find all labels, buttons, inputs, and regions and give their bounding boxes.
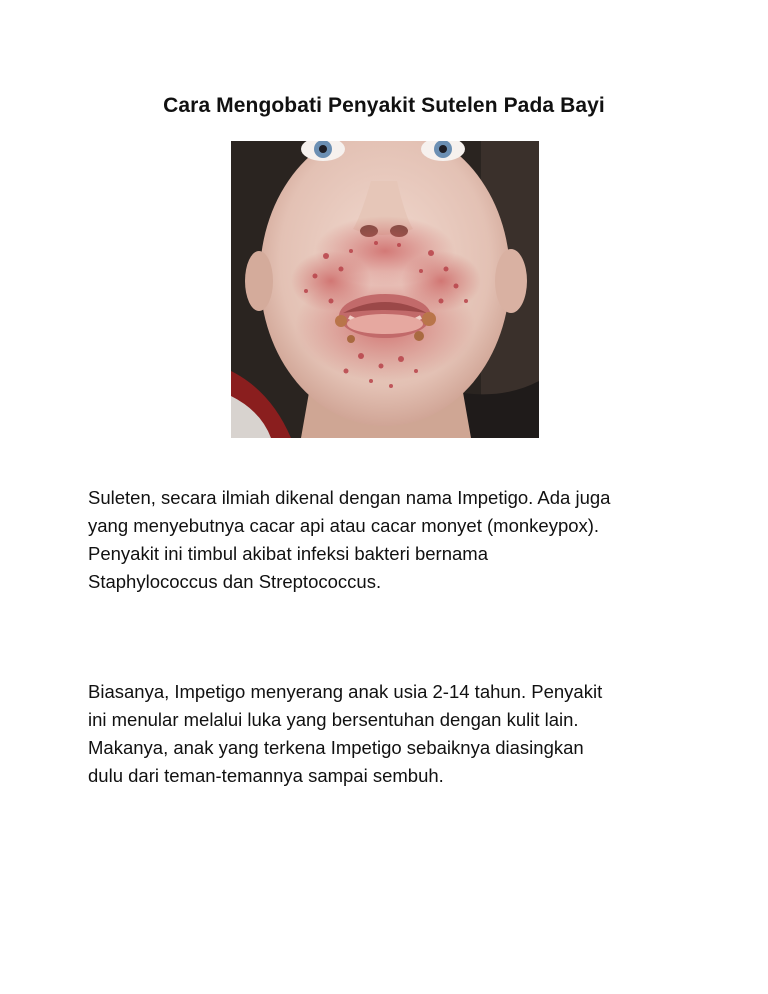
child-face-photo (231, 141, 539, 438)
paragraph-line: Makanya, anak yang terkena Impetigo sebaiknya diasingkan (88, 737, 584, 758)
paragraph-line: dulu dari teman-temannya sampai sembuh. (88, 765, 444, 786)
paragraph-line: Penyakit ini timbul akibat infeksi bakteri bernama (88, 543, 488, 564)
paragraph-line: ini menular melalui luka yang bersentuhan dengan kulit lain. (88, 709, 579, 730)
paragraph-line: Suleten, secara ilmiah dikenal dengan nama Impetigo. Ada juga (88, 487, 611, 508)
document-title: Cara Mengobati Penyakit Sutelen Pada Bayi (163, 94, 605, 117)
paragraph-line: Biasanya, Impetigo menyerang anak usia 2-14 tahun. Penyakit (88, 681, 603, 702)
paragraph-impetigo-transmission (88, 678, 688, 790)
paragraph-impetigo-intro (88, 484, 688, 596)
paragraph-line: yang menyebutnya cacar api atau cacar monyet (monkeypox). (88, 515, 600, 536)
paragraph-line: Staphylococcus dan Streptococcus. (88, 571, 382, 592)
